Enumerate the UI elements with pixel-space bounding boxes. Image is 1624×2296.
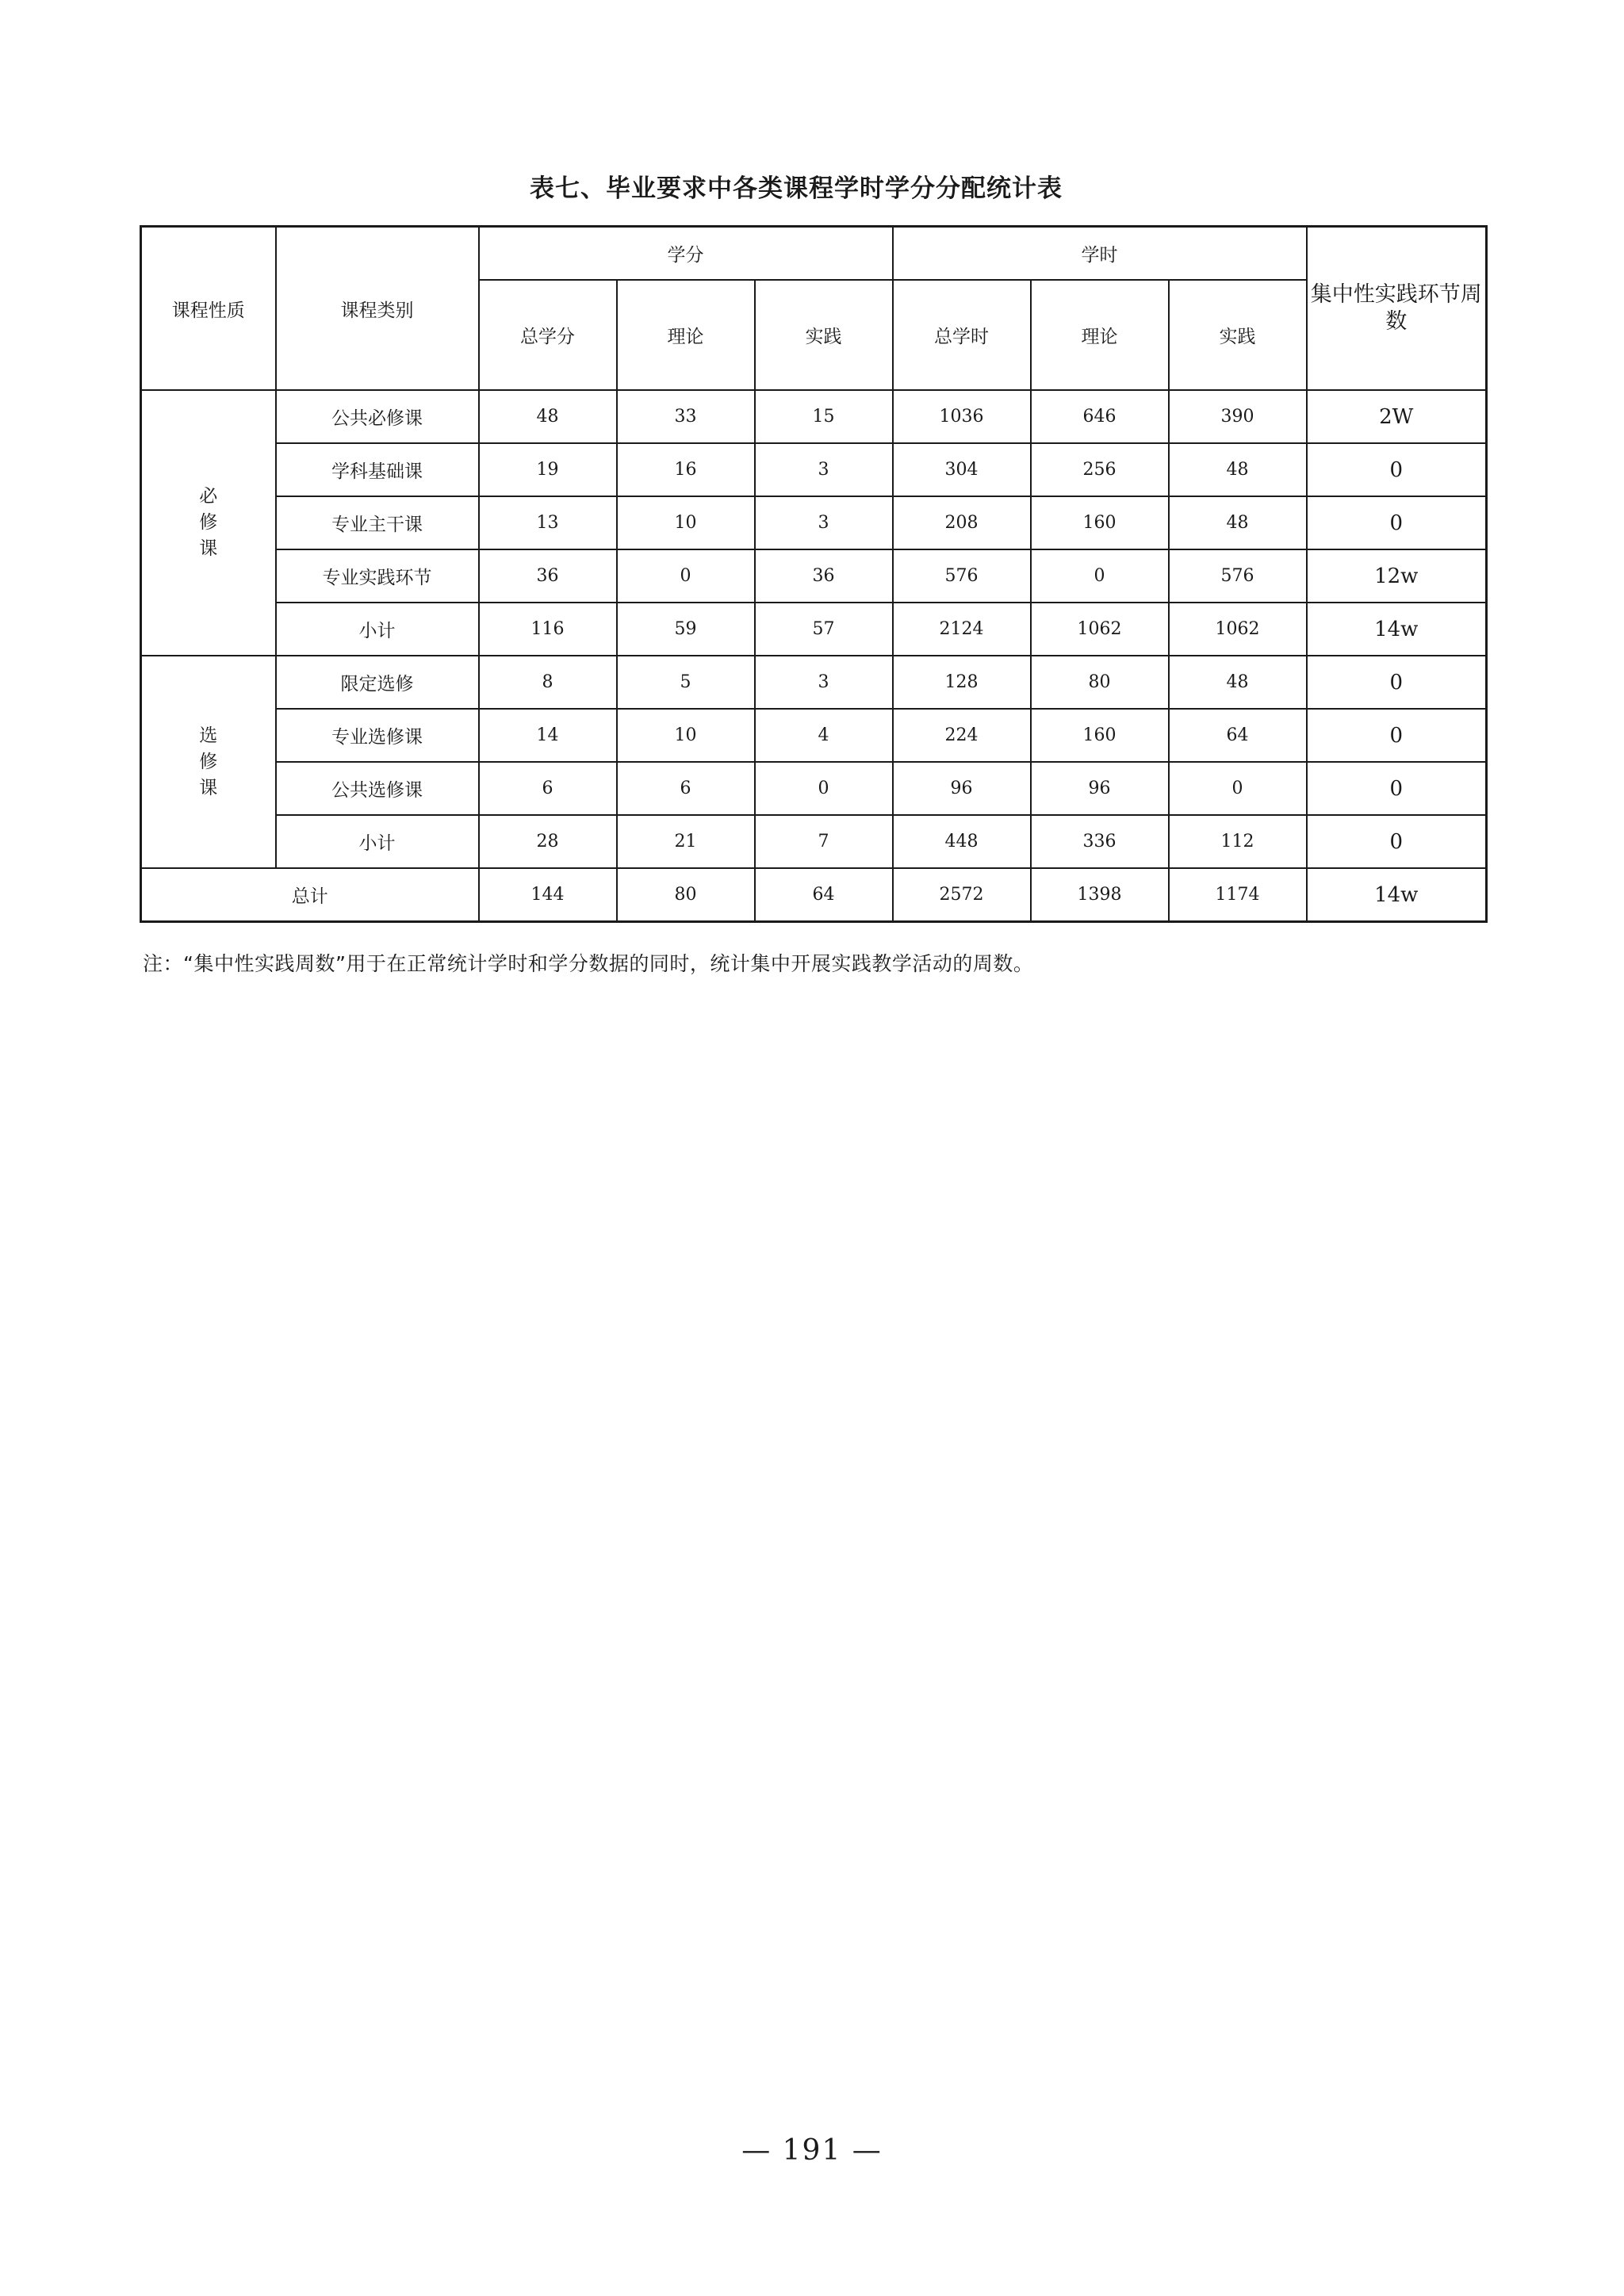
cell-credit-theory: 10 — [617, 496, 755, 549]
header-credit-total: 总学分 — [479, 280, 617, 390]
cell-hour-total: 1036 — [893, 390, 1031, 443]
table-row — [141, 496, 1487, 549]
cell-hour-total: 96 — [893, 762, 1031, 815]
header-hour-theory: 理论 — [1031, 280, 1169, 390]
cell-hour-theory: 336 — [1031, 815, 1169, 868]
cell-weeks: 14w — [1307, 868, 1487, 922]
cell-credit-theory: 21 — [617, 815, 755, 868]
row-category: 学科基础课 — [276, 443, 479, 496]
cell-credit-theory: 80 — [617, 868, 755, 922]
cell-credit-total: 8 — [479, 656, 617, 709]
row-category: 专业选修课 — [276, 709, 479, 762]
cell-weeks: 12w — [1307, 549, 1487, 603]
cell-weeks: 0 — [1307, 443, 1487, 496]
cell-hour-practice: 390 — [1169, 390, 1307, 443]
subtotal-row — [141, 815, 1487, 868]
total-row — [141, 868, 1487, 922]
cell-hour-theory: 256 — [1031, 443, 1169, 496]
cell-credit-practice: 57 — [755, 603, 893, 656]
cell-credit-total: 13 — [479, 496, 617, 549]
cell-hour-theory: 646 — [1031, 390, 1169, 443]
cell-credit-theory: 5 — [617, 656, 755, 709]
cell-credit-practice: 36 — [755, 549, 893, 603]
header-hour-total: 总学时 — [893, 280, 1031, 390]
cell-hour-total: 2572 — [893, 868, 1031, 922]
header-credits: 学分 — [479, 227, 893, 281]
cell-credit-theory: 33 — [617, 390, 755, 443]
cell-hour-practice: 0 — [1169, 762, 1307, 815]
cell-hour-practice: 64 — [1169, 709, 1307, 762]
cell-credit-total: 48 — [479, 390, 617, 443]
cell-credit-theory: 16 — [617, 443, 755, 496]
cell-hour-total: 128 — [893, 656, 1031, 709]
cell-credit-total: 6 — [479, 762, 617, 815]
cell-weeks: 0 — [1307, 709, 1487, 762]
cell-credit-total: 116 — [479, 603, 617, 656]
cell-hour-practice: 576 — [1169, 549, 1307, 603]
cell-credit-practice: 64 — [755, 868, 893, 922]
cell-credit-total: 36 — [479, 549, 617, 603]
header-practice-weeks: 集中性实践环节周数 — [1307, 227, 1487, 391]
cell-weeks: 0 — [1307, 762, 1487, 815]
cell-weeks: 14w — [1307, 603, 1487, 656]
table-note: 注：“集中性实践周数”用于在正常统计学时和学分数据的同时，统计集中开展实践教学活动的周数。 — [143, 952, 1034, 975]
cell-hour-practice: 48 — [1169, 656, 1307, 709]
cell-credit-total: 144 — [479, 868, 617, 922]
cell-credit-theory: 59 — [617, 603, 755, 656]
group-label-text: 必修课 — [199, 486, 218, 559]
cell-hour-total: 304 — [893, 443, 1031, 496]
table-row — [141, 390, 1487, 443]
table-row — [141, 762, 1487, 815]
cell-weeks: 2W — [1307, 390, 1487, 443]
cell-hour-total: 2124 — [893, 603, 1031, 656]
cell-hour-theory: 96 — [1031, 762, 1169, 815]
cell-hour-theory: 80 — [1031, 656, 1169, 709]
cell-credit-total: 19 — [479, 443, 617, 496]
cell-hour-practice: 1062 — [1169, 603, 1307, 656]
header-hours: 学时 — [893, 227, 1307, 281]
credit-hour-table — [140, 225, 1488, 923]
cell-credit-theory: 0 — [617, 549, 755, 603]
table-row — [141, 443, 1487, 496]
cell-hour-total: 448 — [893, 815, 1031, 868]
page-number: — 191 — — [741, 2134, 883, 2167]
header-credit-theory: 理论 — [617, 280, 755, 390]
cell-hour-practice: 48 — [1169, 443, 1307, 496]
cell-hour-theory: 0 — [1031, 549, 1169, 603]
group-label-elective — [141, 656, 276, 868]
table-row — [141, 709, 1487, 762]
cell-weeks: 0 — [1307, 496, 1487, 549]
row-category: 小计 — [276, 603, 479, 656]
row-category: 公共选修课 — [276, 762, 479, 815]
cell-hour-total: 576 — [893, 549, 1031, 603]
cell-hour-theory: 1062 — [1031, 603, 1169, 656]
cell-hour-total: 224 — [893, 709, 1031, 762]
header-hour-practice: 实践 — [1169, 280, 1307, 390]
cell-hour-theory: 1398 — [1031, 868, 1169, 922]
cell-hour-practice: 1174 — [1169, 868, 1307, 922]
cell-credit-theory: 10 — [617, 709, 755, 762]
cell-hour-total: 208 — [893, 496, 1031, 549]
row-category: 限定选修 — [276, 656, 479, 709]
cell-credit-practice: 0 — [755, 762, 893, 815]
header-credit-practice: 实践 — [755, 280, 893, 390]
row-category: 专业实践环节 — [276, 549, 479, 603]
total-label: 总计 — [141, 868, 479, 922]
row-category: 小计 — [276, 815, 479, 868]
cell-hour-theory: 160 — [1031, 709, 1169, 762]
group-label-text: 选修课 — [199, 725, 218, 798]
cell-hour-theory: 160 — [1031, 496, 1169, 549]
cell-credit-theory: 6 — [617, 762, 755, 815]
row-category: 专业主干课 — [276, 496, 479, 549]
cell-credit-practice: 4 — [755, 709, 893, 762]
cell-credit-practice: 15 — [755, 390, 893, 443]
cell-credit-total: 14 — [479, 709, 617, 762]
subtotal-row — [141, 603, 1487, 656]
cell-weeks: 0 — [1307, 656, 1487, 709]
table-row — [141, 656, 1487, 709]
cell-hour-practice: 48 — [1169, 496, 1307, 549]
cell-credit-practice: 3 — [755, 443, 893, 496]
header-course-nature: 课程性质 — [141, 227, 276, 391]
row-category: 公共必修课 — [276, 390, 479, 443]
cell-hour-practice: 112 — [1169, 815, 1307, 868]
table-row — [141, 549, 1487, 603]
table-title: 表七、毕业要求中各类课程学时学分分配统计表 — [530, 174, 1063, 203]
cell-credit-total: 28 — [479, 815, 617, 868]
cell-credit-practice: 3 — [755, 656, 893, 709]
group-label-required — [141, 390, 276, 656]
cell-credit-practice: 3 — [755, 496, 893, 549]
cell-weeks: 0 — [1307, 815, 1487, 868]
cell-credit-practice: 7 — [755, 815, 893, 868]
header-course-category: 课程类别 — [276, 227, 479, 391]
